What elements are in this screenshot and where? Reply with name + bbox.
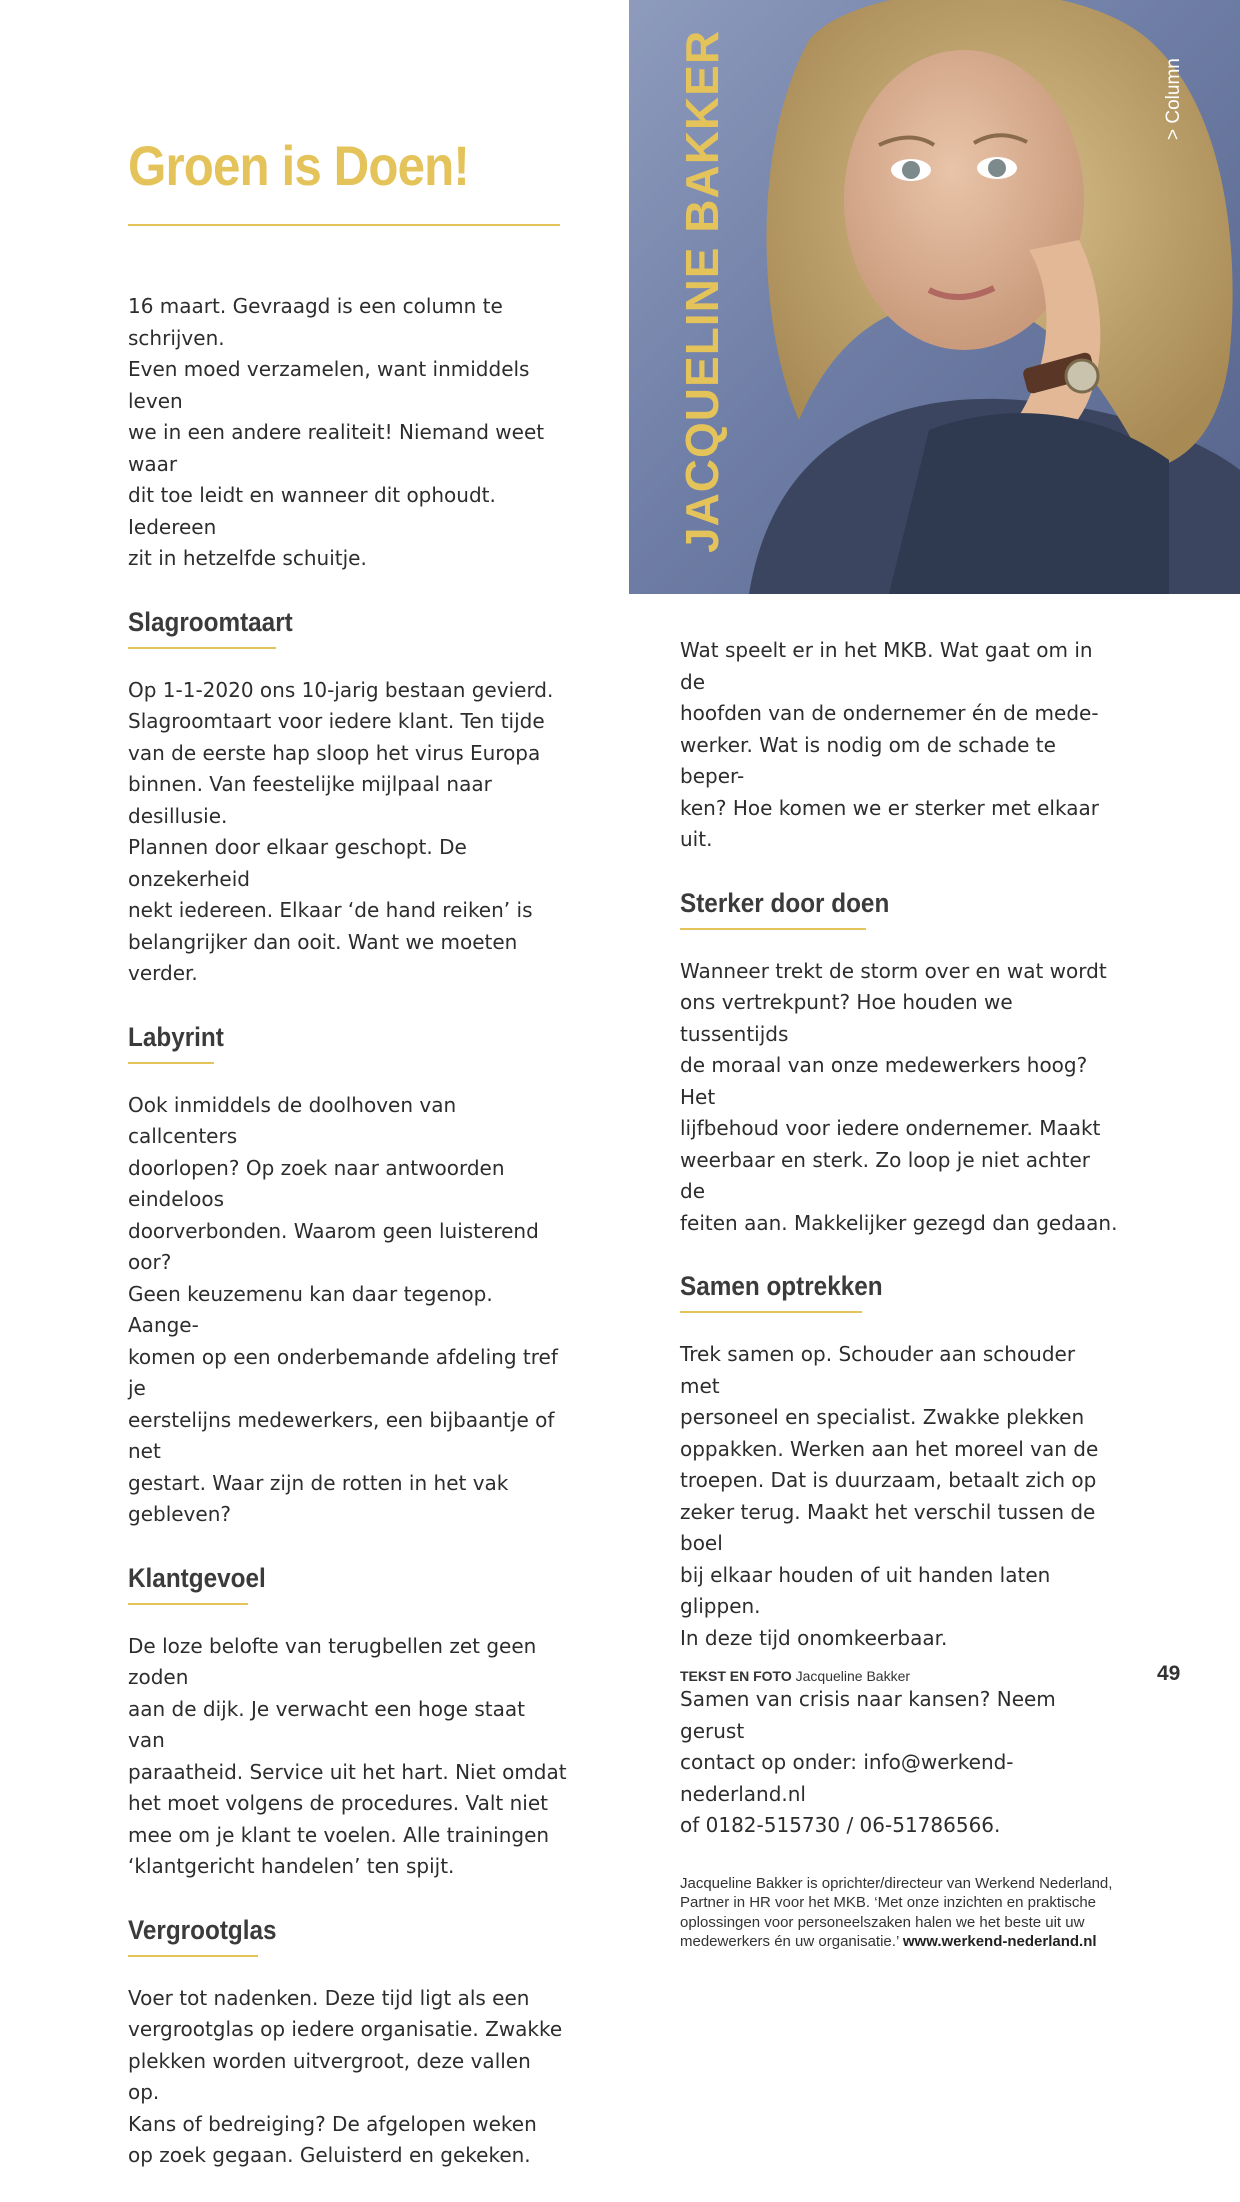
- credit-label: TEKST EN FOTO: [680, 1668, 792, 1684]
- section-text-vergrootglas: Voer tot nadenken. Deze tijd ligt als een vergrootglas op iedere organisatie. Zwakke plekken worden uitvergroot, deze vallen op. Kans of bedreiging? De afgelopen weken op zoek gegaan. Geluisterd en gekeken.: [128, 1985, 563, 2167]
- section-heading-klantgevoel: Klantgevoel: [128, 1562, 266, 1593]
- author-bio-text: Jacqueline Bakker is oprichter/directeur van Werkend Nederland, Partner in HR voor het MKB. ‘Met onze inzichten en praktische oplossingen voor personeelszaken halen we het beste uit uw medewerkers én uw organisatie.’: [680, 1874, 1113, 1950]
- heading-underline: [128, 1062, 214, 1064]
- title-divider: [128, 224, 560, 226]
- heading-underline: [680, 928, 866, 930]
- right-intro-paragraph: Wat speelt er in het MKB. Wat gaat om in de hoofden van de ondernemer én de mede- werker. Wat is nodig om de schade te beper- ken? Hoe komen we er sterker met elkaar uit.: [680, 638, 1099, 851]
- website-link[interactable]: www.werkend-nederland.nl: [902, 1933, 1097, 1950]
- right-column: [680, 635, 1120, 1952]
- intro-paragraph: 16 maart. Gevraagd is een column te schrijven. Even moed verzamelen, want inmiddels leven we in een andere realiteit! Niemand weet waar dit toe leidt en wanneer dit ophoudt. Iedereen zit in hetzelfde schuitje.: [128, 294, 545, 570]
- section-label-column: > Column: [1163, 58, 1184, 140]
- heading-underline: [128, 1603, 248, 1605]
- heading-underline: [680, 1311, 862, 1313]
- page-number: 49: [1157, 1662, 1181, 1685]
- section-heading-sterker-door-doen: Sterker door doen: [680, 887, 890, 918]
- section-text-slagroomtaart: Op 1-1-2020 ons 10-jarig bestaan gevierd. Slagroomtaart voor iedere klant. Ten tijde van de eerste hap sloop het virus Europa binnen. Van feestelijke mijlpaal naar desillusie. Plannen door elkaar geschopt. De onzekerheid nekt iedereen. Elkaar ‘de hand reiken’ is belangrijker dan ooit. Want we moeten verder.: [128, 677, 554, 985]
- section-heading-labyrint: Labyrint: [128, 1021, 224, 1052]
- credit-name: Jacqueline Bakker: [795, 1668, 911, 1684]
- section-heading-vergrootglas: Vergrootglas: [128, 1914, 277, 1945]
- author-bio: [680, 1874, 1120, 1952]
- left-column: [128, 291, 568, 2202]
- photo-credit: [680, 1668, 910, 1684]
- section-heading-slagroomtaart: Slagroomtaart: [128, 606, 293, 637]
- section-text-labyrint: Ook inmiddels de doolhoven van callcenters doorlopen? Op zoek naar antwoorden eindeloos doorverbonden. Waarom geen luisterend oor? Geen keuzemenu kan daar tegenop. Aange- komen op een onderbemande afdeling tref je eerstelijns medewerkers, een bijbaantje of net gestart. Waar zijn de rotten in het vak gebleven?: [128, 1092, 558, 1526]
- page-title: Groen is Doen!: [128, 134, 469, 197]
- section-text-klantgevoel: De loze belofte van terugbellen zet geen zoden aan de dijk. Je verwacht een hoge staat van paraatheid. Service uit het hart. Niet omdat het moet volgens de procedures. Valt niet mee om je klant te voelen. Alle trainingen ‘klantgericht handelen’ ten spijt.: [128, 1633, 567, 1878]
- section-heading-samen-optrekken: Samen optrekken: [680, 1271, 883, 1301]
- heading-underline: [128, 1955, 258, 1957]
- heading-underline: [128, 647, 276, 649]
- section-text-samen-optrekken: Trek samen op. Schouder aan schouder met personeel en specialist. Zwakke plekken oppakken. Werken aan het moreel van de troepen. Dat is duurzaam, betaalt zich op zeker terug. Maakt het verschil tussen de boel bij elkaar houden of uit handen laten glippen. In deze tijd onomkeerbaar.: [680, 1342, 1099, 1650]
- vertical-author-name: JACQUELINE BAKKER: [676, 29, 728, 553]
- section-text-sterker-door-doen: Wanneer trekt de storm over en wat wordt ons vertrekpunt? Hoe houden we tussentijds de moraal van onze medewerkers hoog? Het lijfbehoud voor iedere ondernemer. Maakt weerbaar en sterk. Zo loop je niet achter de feiten aan. Makkelijker gezegd dan gedaan.: [680, 958, 1118, 1235]
- closing-paragraph: Samen van crisis naar kansen? Neem gerust contact op onder: info@werkend-nederland.nl of 0182-515730 / 06-51786566.: [680, 1687, 1056, 1837]
